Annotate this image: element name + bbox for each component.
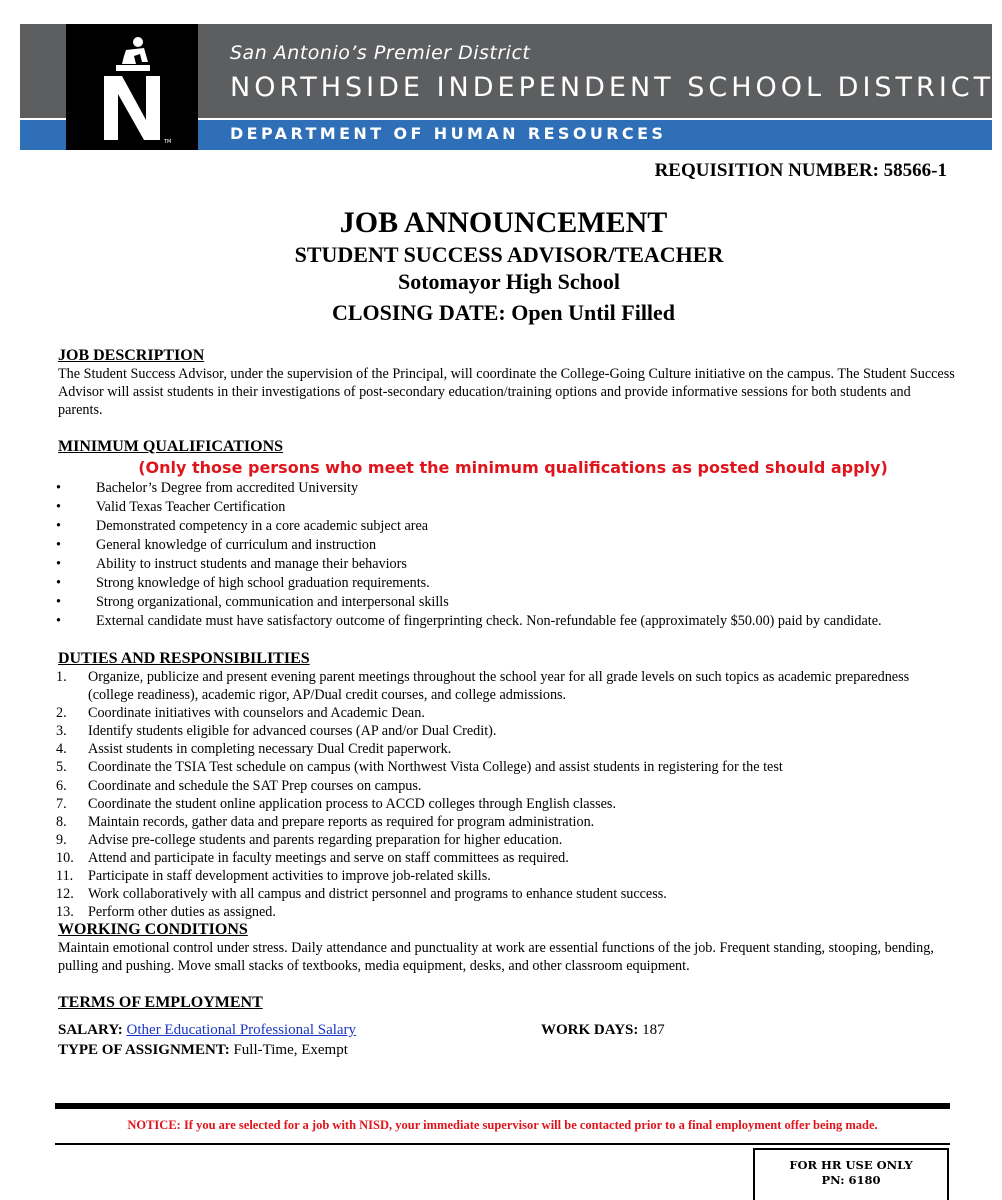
district-tagline: San Antonio’s Premier District [230,42,531,64]
position-title: STUDENT SUCCESS ADVISOR/TEACHER [294,242,724,267]
list-item: 13. Perform other duties as assigned. [56,904,276,921]
list-item: 9. Advise pre-college students and parents regarding preparation for higher education. [56,831,563,848]
requisition-number: REQUISITION NUMBER: 58566-1 [654,160,947,181]
school-name: Sotomayor High School [397,269,621,294]
district-name: NORTHSIDE INDEPENDENT SCHOOL DISTRICT [230,72,995,103]
nisd-n-logo-icon [86,32,178,144]
list-item: • Bachelor’s Degree from accredited University [56,480,359,496]
header-banner [20,24,995,150]
closing-date: CLOSING DATE: Open Until Filled [331,300,676,325]
list-item: 7. Coordinate the student online application process to ACCD colleges through English classes. [56,795,616,812]
list-item: • Demonstrated competency in a core academic subject area [56,518,429,534]
min-qualifications-heading: MINIMUM QUALIFICATIONS [58,438,284,455]
list-item: 6. Coordinate and schedule the SAT Prep courses on campus. [56,777,422,794]
duties-list [56,668,958,921]
title-block [0,205,1002,331]
department-name: DEPARTMENT OF HUMAN RESOURCES [230,124,667,143]
hr-pn: PN: 6180 [821,1173,881,1187]
notice-text: NOTICE: If you are selected for a job with NISD, your immediate supervisor will be contacted prior to a final employment offer being made. [127,1118,878,1132]
salary-row [58,1020,958,1040]
assignment-value: Full-Time, Exempt [233,1042,348,1059]
list-item: • Valid Texas Teacher Certification [56,499,286,515]
hr-use-box [753,1148,949,1200]
list-item: 10. Attend and participate in faculty meetings and serve on staff committees as required. [56,849,569,866]
notice-top-rule [55,1103,950,1109]
qualifications-note: (Only those persons who meet the minimum qualifications as posted should apply) [138,458,888,477]
working-conditions-text: Maintain emotional control under stress. Daily attendance and punctuality at work are essential functions of the job. Frequent standing, stooping, bending, pulling and pushing. Move small stacks of textbooks, media equipment, desks, and other classroom equipment. [58,940,934,975]
announcement-title: JOB ANNOUNCEMENT [339,206,668,239]
list-item: 3. Identify students eligible for advanced courses (AP and/or Dual Credit). [56,723,497,740]
working-conditions-heading: WORKING CONDITIONS [58,921,248,939]
svg-text:TM: TM [164,139,172,144]
salary-label: SALARY: [58,1022,123,1039]
assignment-row [58,1040,958,1060]
hr-use-label: FOR HR USE ONLY [789,1158,913,1172]
workdays-value: 187 [642,1022,665,1039]
list-item: 11. Participate in staff development activities to improve job-related skills. [56,868,491,885]
list-item: 4. Assist students in completing necessary Dual Credit paperwork. [56,741,452,758]
assignment-label: TYPE OF ASSIGNMENT: [58,1042,230,1059]
terms-heading: TERMS OF EMPLOYMENT [58,994,263,1012]
list-item: • External candidate must have satisfactory outcome of fingerprinting check. Non-refundable fee (approximately $50.00) paid by candidate. [56,613,882,629]
list-item: • Strong knowledge of high school graduation requirements. [56,575,430,591]
nisd-logo [66,24,198,150]
duties-heading: DUTIES AND RESPONSIBILITIES [58,650,310,667]
main-content [58,347,958,1060]
list-item: 2. Coordinate initiatives with counselors and Academic Dean. [56,705,425,722]
workdays-label: WORK DAYS: [541,1022,639,1039]
list-item: • General knowledge of curriculum and instruction [56,537,377,553]
qualifications-list [56,479,958,631]
list-item: 8. Maintain records, gather data and prepare reports as required for program administration. [56,813,595,830]
list-item: 12. Work collaboratively with all campus and district personnel and programs to enhance student success. [56,886,667,903]
list-item: • Ability to instruct students and manage their behaviors [56,556,407,572]
job-description-text: The Student Success Advisor, under the supervision of the Principal, will coordinate the College-Going Culture initiative on the campus. The Student Success Advisor will assist students in their investigations of post-secondary education/training options and provide informative sessions for both students and parents. [58,366,955,418]
notice-bottom-rule [55,1143,950,1145]
list-item: • Strong organizational, communication and interpersonal skills [56,594,449,610]
list-item: 5. Coordinate the TSIA Test schedule on campus (with Northwest Vista College) and assist students in registering for the test [56,759,783,776]
job-description-heading: JOB DESCRIPTION [58,347,205,364]
salary-link[interactable]: Other Educational Professional Salary [126,1022,357,1039]
list-item: 1. Organize, publicize and present evening parent meetings throughout the school year for all grade levels on such topics as academic preparedness (college readiness), academic rigor, AP/Dual credit courses, and college admissions. [56,669,910,704]
